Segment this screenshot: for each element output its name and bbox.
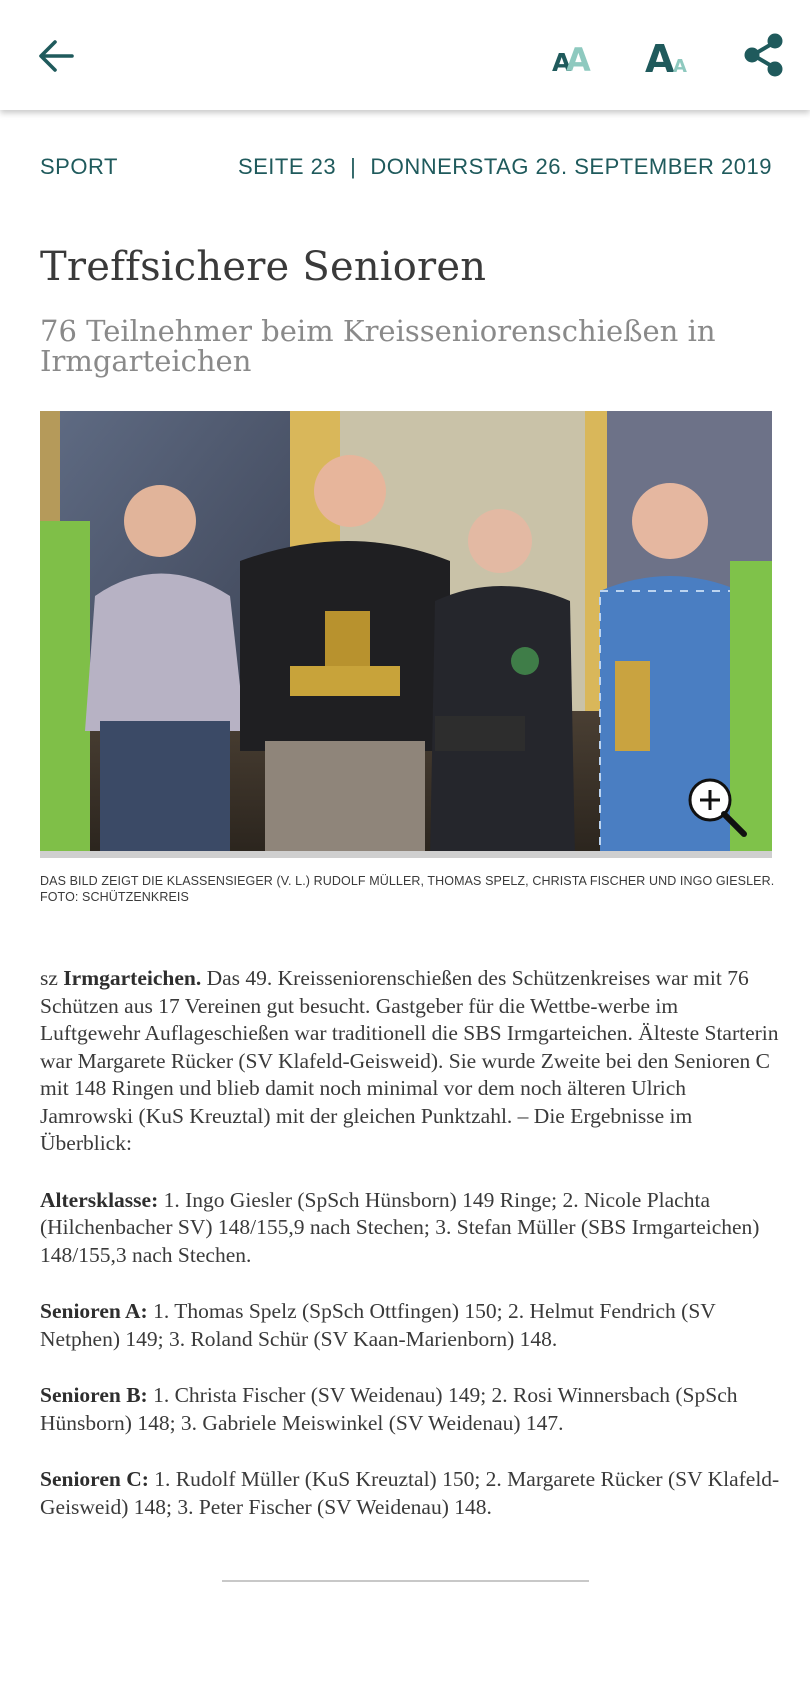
photo-credit: FOTO: SCHÜTZENKREIS [40,890,189,904]
meta-separator: | [350,154,357,179]
top-toolbar [0,0,810,110]
paragraph-text: 1. Thomas Spelz (SpSch Ottfingen) 150; 2. Helmut Fendrich (SV Netphen) 149; 3. Roland Schür (SV Kaan-Marienborn) 148. [40,1299,716,1351]
dateline: Irmgarteichen. [63,966,202,990]
font-small-glyph-front: A [552,48,572,76]
paragraph-lead: Senioren B: [40,1383,148,1407]
paragraph-text: 1. Rudolf Müller (KuS Kreuztal) 150; 2. Margarete Rücker (SV Klafeld-Geisweid) 148; 3. Peter Fischer (SV Weidenau) 148. [40,1467,780,1519]
paragraph-lead: Altersklasse: [40,1187,159,1212]
article-body [40,965,780,1550]
zoom-in-icon[interactable] [686,776,750,840]
section-label: SPORT [40,154,118,179]
font-large-glyph-back: A [673,56,687,77]
paragraph-lead: Senioren A: [40,1299,148,1323]
article-photo[interactable] [40,411,772,858]
article-title: Treffsichere Senioren [40,244,487,290]
font-size-increase-icon[interactable] [645,34,695,78]
font-size-decrease-icon[interactable] [552,36,594,76]
arrow-left-icon[interactable] [36,36,76,76]
article-subtitle: 76 Teilnehmer beim Kreisseniorenschießen in Irmgarteichen [40,314,716,378]
paragraph-senioren-b [40,1382,780,1437]
paragraph-senioren-c [40,1466,780,1521]
paragraph-text: Das 49. Kreisseniorenschießen des Schützenkreises war mit 76 Schützen aus 17 Vereinen gut besucht. Gastgeber für die Wettbe-werbe im Luftgewehr Auflageschießen war traditionell die SBS Irmgarteichen. Älteste Starterin war Margarete Rücker (SV Klafeld-Geisweid). Sie wurde Zweite bei den Senioren C mit 148 Ringen und blieb damit noch minimal vor dem noch älteren Ulrich Jamrowski (KuS Kreuztal) mit der gleichen Punktzahl. – Die Ergebnisse im Überblick: [40,966,779,1155]
paragraph-senioren-a [40,1298,780,1353]
share-icon[interactable] [742,32,786,78]
paragraph-altersklasse [40,1187,780,1270]
author-prefix: sz [40,966,64,990]
font-small-glyph-back: A [566,41,591,76]
paragraph-lead: Senioren C: [40,1467,149,1491]
article-end-divider [222,1580,589,1582]
caption-text: DAS BILD ZEIGT DIE KLASSENSIEGER (V. L.) RUDOLF MÜLLER, THOMAS SPELZ, CHRISTA FISCHER UND INGO GIESLER. [40,874,775,888]
photo-caption [40,873,780,905]
publication-date: DONNERSTAG 26. SEPTEMBER 2019 [370,154,772,179]
paragraph-text: 1. Ingo Giesler (SpSch Hünsborn) 149 Ringe; 2. Nicole Plachta (Hilchenbacher SV) 148/155,9 nach Stechen; 3. Stefan Müller (SBS Irmgarteichen) 148/155,3 nach Stechen. [40,1187,760,1267]
photo-illustration [40,411,772,858]
page-and-date [238,154,772,180]
paragraph-text: 1. Christa Fischer (SV Weidenau) 149; 2. Rosi Winnersbach (SpSch Hünsborn) 148; 3. Gabriele Meiswinkel (SV Weidenau) 147. [40,1383,738,1435]
font-large-glyph-front: A [645,37,675,78]
paragraph-intro [40,965,780,1158]
page-number: SEITE 23 [237,154,337,179]
article-meta [40,154,772,184]
